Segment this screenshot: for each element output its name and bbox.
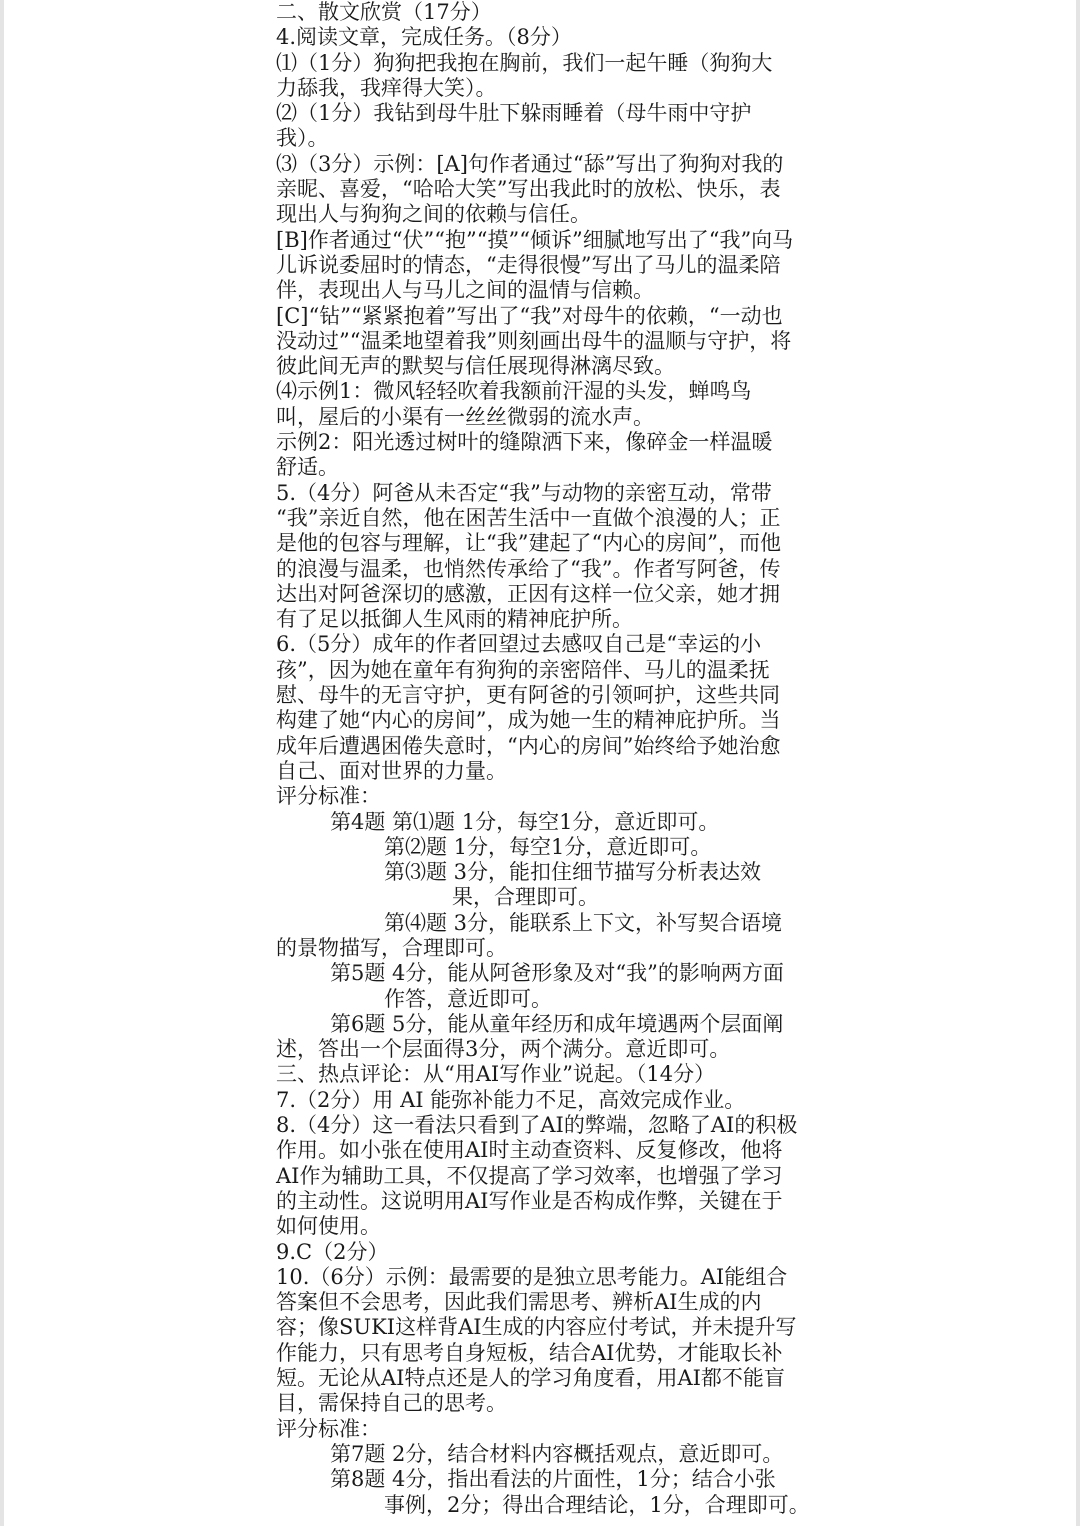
text-line: 彼此间无声的默契与信任展现得淋漓尽致。 [276, 354, 675, 379]
text-line: 7.（2分）用 AI 能弥补能力不足，高效完成作业。 [276, 1087, 746, 1112]
text-line: 作答，意近即可。 [384, 986, 552, 1011]
text-line: 构建了她“内心的房间”，成为她一生的精神庇护所。当 [276, 708, 781, 733]
text-line: ⑵（1分）我钻到母牛肚下躲雨睡着（母牛雨中守护 [276, 101, 752, 126]
left-page-edge [0, 0, 4, 1526]
text-line: 示例2：阳光透过树叶的缝隙洒下来，像碎金一样温暖 [276, 430, 773, 455]
text-line: 如何使用。 [276, 1214, 381, 1239]
text-line: 评分标准： [276, 784, 381, 809]
text-line: 舒适。 [276, 455, 339, 480]
text-line: 我）。 [276, 126, 329, 151]
right-page-edge [1076, 0, 1080, 1526]
text-line: 10.（6分）示例：最需要的是独立思考能力。AI能组合 [276, 1264, 788, 1289]
text-line: 第7题 2分，结合材料内容概括观点，意近即可。 [330, 1441, 784, 1466]
text-line: ⑷示例1：微风轻轻吹着我额前汗湿的头发，蝉鸣鸟 [276, 379, 752, 404]
text-line: 第6题 5分，能从童年经历和成年境遇两个层面阐 [330, 1011, 784, 1036]
text-line: 9.C（2分） [276, 1239, 389, 1264]
text-line: 亲昵、喜爱，“哈哈大笑”写出我此时的放松、快乐，表 [276, 177, 781, 202]
text-line: 二、散文欣赏（17分） [276, 0, 492, 24]
text-line: 慰、母牛的无言守护，更有阿爸的引领呵护，这些共同 [276, 683, 780, 708]
text-line: [C]“钻”“紧紧抱着”写出了“我”对母牛的依赖，“一动也 [276, 303, 783, 328]
text-line: [B]作者通过“伏”“抱”“摸”“倾诉”细腻地写出了“我”向马 [276, 227, 794, 252]
text-line: 是他的包容与理解，让“我”建起了“内心的房间”，而他 [276, 531, 781, 556]
text-line: 答案但不会思考，因此我们需思考、辨析AI生成的内 [276, 1290, 762, 1315]
text-line: ⑴（1分）狗狗把我抱在胸前，我们一起午睡（狗狗大 [276, 50, 773, 75]
text-line: 4.阅读文章，完成任务。（8分） [276, 25, 572, 50]
text-line: AI作为辅助工具，不仅提高了学习效率，也增强了学习 [276, 1163, 783, 1188]
text-line: 力舔我，我痒得大笑）。 [276, 75, 497, 100]
text-line: 容；像SUKI这样背AI生成的内容应付考试，并未提升写 [276, 1315, 797, 1340]
text-line: 第⑶题 3分，能扣住细节描写分析表达效 [384, 860, 762, 885]
text-line: 有了足以抵御人生风雨的精神庇护所。 [276, 607, 633, 632]
text-line: 短。无论从AI特点还是人的学习角度看，用AI都不能盲 [276, 1366, 785, 1391]
text-line: 果，合理即可。 [452, 885, 599, 910]
text-line: 作能力，只有思考自身短板，结合AI优势，才能取长补 [276, 1340, 783, 1365]
text-line: 自己、面对世界的力量。 [276, 758, 507, 783]
text-line: ⑶（3分）示例：[A]句作者通过“舔”写出了狗狗对我的 [276, 151, 784, 176]
text-line: 事例，2分；得出合理结论，1分，合理即可。 [384, 1492, 810, 1517]
text-line: 没动过”“温柔地望着我”则刻画出母牛的温顺与守护，将 [276, 328, 792, 353]
text-line: 的浪漫与温柔，也悄然传承给了“我”。作者写阿爸，传 [276, 556, 781, 581]
text-line: 评分标准： [276, 1416, 381, 1441]
text-line: 述，答出一个层面得3分，两个满分。意近即可。 [276, 1037, 731, 1062]
text-line: 目，需保持自己的思考。 [276, 1391, 507, 1416]
text-line: 现出人与狗狗之间的依赖与信任。 [276, 202, 591, 227]
text-line: 作用。如小张在使用AI时主动查资料、反复修改，他将 [276, 1138, 783, 1163]
text-line: 第⑷题 3分，能联系上下文，补写契合语境 [384, 910, 783, 935]
text-line: 6.（5分）成年的作者回望过去感叹自己是“幸运的小 [276, 632, 762, 657]
text-line: 三、热点评论：从“用AI写作业”说起。（14分） [276, 1062, 716, 1087]
text-line: 孩”，因为她在童年有狗狗的亲密陪伴、马儿的温柔抚 [276, 657, 770, 682]
text-line: 第⑵题 1分，每空1分，意近即可。 [384, 834, 712, 859]
text-line: 的景物描写，合理即可。 [276, 935, 507, 960]
text-line: “我”亲近自然，他在困苦生活中一直做个浪漫的人；正 [276, 505, 781, 530]
answer-key-document [276, 0, 816, 1526]
text-line: 达出对阿爸深切的感激，正因有这样一位父亲，她才拥 [276, 581, 780, 606]
text-line: 儿诉说委屈时的情态，“走得很慢”写出了马儿的温柔陪 [276, 252, 781, 277]
text-line: 的主动性。这说明用AI写作业是否构成作弊，关键在于 [276, 1188, 783, 1213]
text-line: 第4题 第⑴题 1分，每空1分，意近即可。 [330, 809, 720, 834]
text-line: 成年后遭遇困倦失意时，“内心的房间”始终给予她治愈 [276, 733, 781, 758]
text-line: 第5题 4分，能从阿爸形象及对“我”的影响两方面 [330, 961, 784, 986]
text-line: 叫，屋后的小渠有一丝丝微弱的流水声。 [276, 404, 654, 429]
text-line: 5.（4分）阿爸从未否定“我”与动物的亲密互动，常带 [276, 480, 772, 505]
text-line: 8.（4分）这一看法只看到了AI的弊端，忽略了AI的积极 [276, 1113, 798, 1138]
text-line: 第8题 4分，指出看法的片面性，1分；结合小张 [330, 1467, 776, 1492]
text-line: 伴，表现出人与马儿之间的温情与信赖。 [276, 278, 654, 303]
